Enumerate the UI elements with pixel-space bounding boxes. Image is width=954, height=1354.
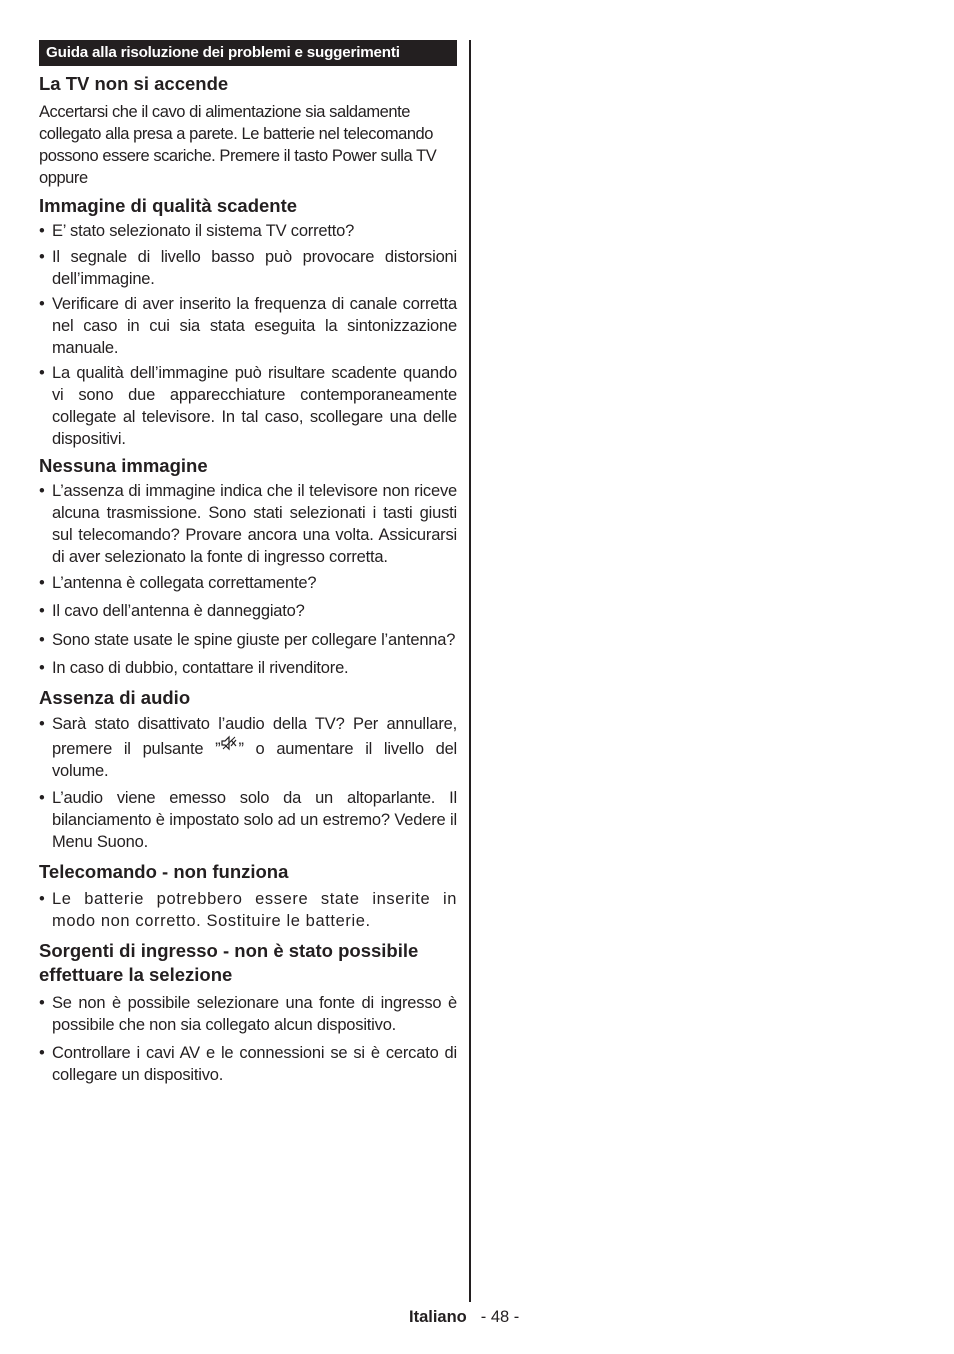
list-item: • In caso di dubbio, contattare il rivenditore. bbox=[39, 657, 457, 679]
page-footer bbox=[409, 1306, 519, 1328]
content-column bbox=[39, 40, 457, 1086]
list-remote bbox=[39, 888, 457, 932]
list-item: • La qualità dell’immagine può risultare scadente quando vi sono due apparecchiature contemporaneamente collegate al televisore. In tal caso, scollegare una delle dispositivi. bbox=[39, 362, 457, 450]
list-poor-picture bbox=[39, 220, 457, 450]
section-title-remote: Telecomando - non funziona bbox=[39, 861, 289, 882]
list-item-text: ” o aumentare il livello del volume. bbox=[52, 740, 458, 780]
page-number: - 48 - bbox=[480, 1308, 520, 1326]
footer-language: Italiano bbox=[409, 1308, 467, 1326]
list-item: • E’ stato selezionato il sistema TV corretto? bbox=[39, 220, 457, 242]
section-banner: Guida alla risoluzione dei problemi e suggerimenti bbox=[39, 40, 457, 66]
list-item: • Se non è possibile selezionare una fonte di ingresso è possibile che non sia collegato alcun dispositivo. bbox=[39, 992, 457, 1036]
list-input-sources bbox=[39, 992, 457, 1086]
section-title-input-sources: Sorgenti di ingresso - non è stato possibile effettuare la selezione bbox=[39, 940, 419, 985]
list-item: • Le batterie potrebbero essere state inserite in modo non corretto. Sostituire le batterie. bbox=[39, 888, 457, 932]
list-item: • L’assenza di immagine indica che il televisore non riceve alcuna trasmissione. Sono stati selezionati i tasti giusti sul telecomando? Provare ancora una volta. Assicurarsi di aver selezionato la fonte di ingresso corretta. bbox=[39, 480, 457, 568]
list-item: • Controllare i cavi AV e le connessioni se si è cercato di collegare un dispositivo. bbox=[39, 1042, 457, 1086]
list-item: • L’antenna è collegata correttamente? bbox=[39, 572, 457, 594]
section-title-no-power: La TV non si accende bbox=[39, 73, 229, 94]
list-item: • Il cavo dell’antenna è danneggiato? bbox=[39, 600, 457, 622]
section-title-poor-picture: Immagine di qualità scadente bbox=[39, 195, 298, 216]
list-item bbox=[39, 713, 457, 782]
column-divider bbox=[469, 40, 471, 1302]
section-title-no-picture: Nessuna immagine bbox=[39, 455, 208, 476]
list-item: • Il segnale di livello basso può provocare distorsioni dell’immagine. bbox=[39, 246, 457, 290]
list-item: • Sono state usate le spine giuste per collegare l’antenna? bbox=[39, 629, 457, 651]
mute-icon bbox=[221, 735, 237, 751]
list-no-audio bbox=[39, 713, 457, 853]
list-no-picture bbox=[39, 480, 457, 679]
list-item: • L’audio viene emesso solo da un altoparlante. Il bilanciamento è impostato solo ad un estremo? Vedere il Menu Suono. bbox=[39, 787, 457, 853]
list-item-text: Sarà stato disattivato l’audio della TV? Per annullare, premere il pulsante ” bbox=[52, 715, 457, 758]
list-item: • Verificare di aver inserito la frequenza di canale corretta nel caso in cui sia stata eseguita la sintonizzazione manuale. bbox=[39, 293, 457, 359]
section-title-no-audio: Assenza di audio bbox=[39, 687, 191, 708]
section-paragraph-no-power: Accertarsi che il cavo di alimentazione sia saldamente collegato alla presa a parete. Le batterie nel telecomando possono essere scariche. Premere il tasto Power sulla TV oppure bbox=[39, 103, 437, 187]
